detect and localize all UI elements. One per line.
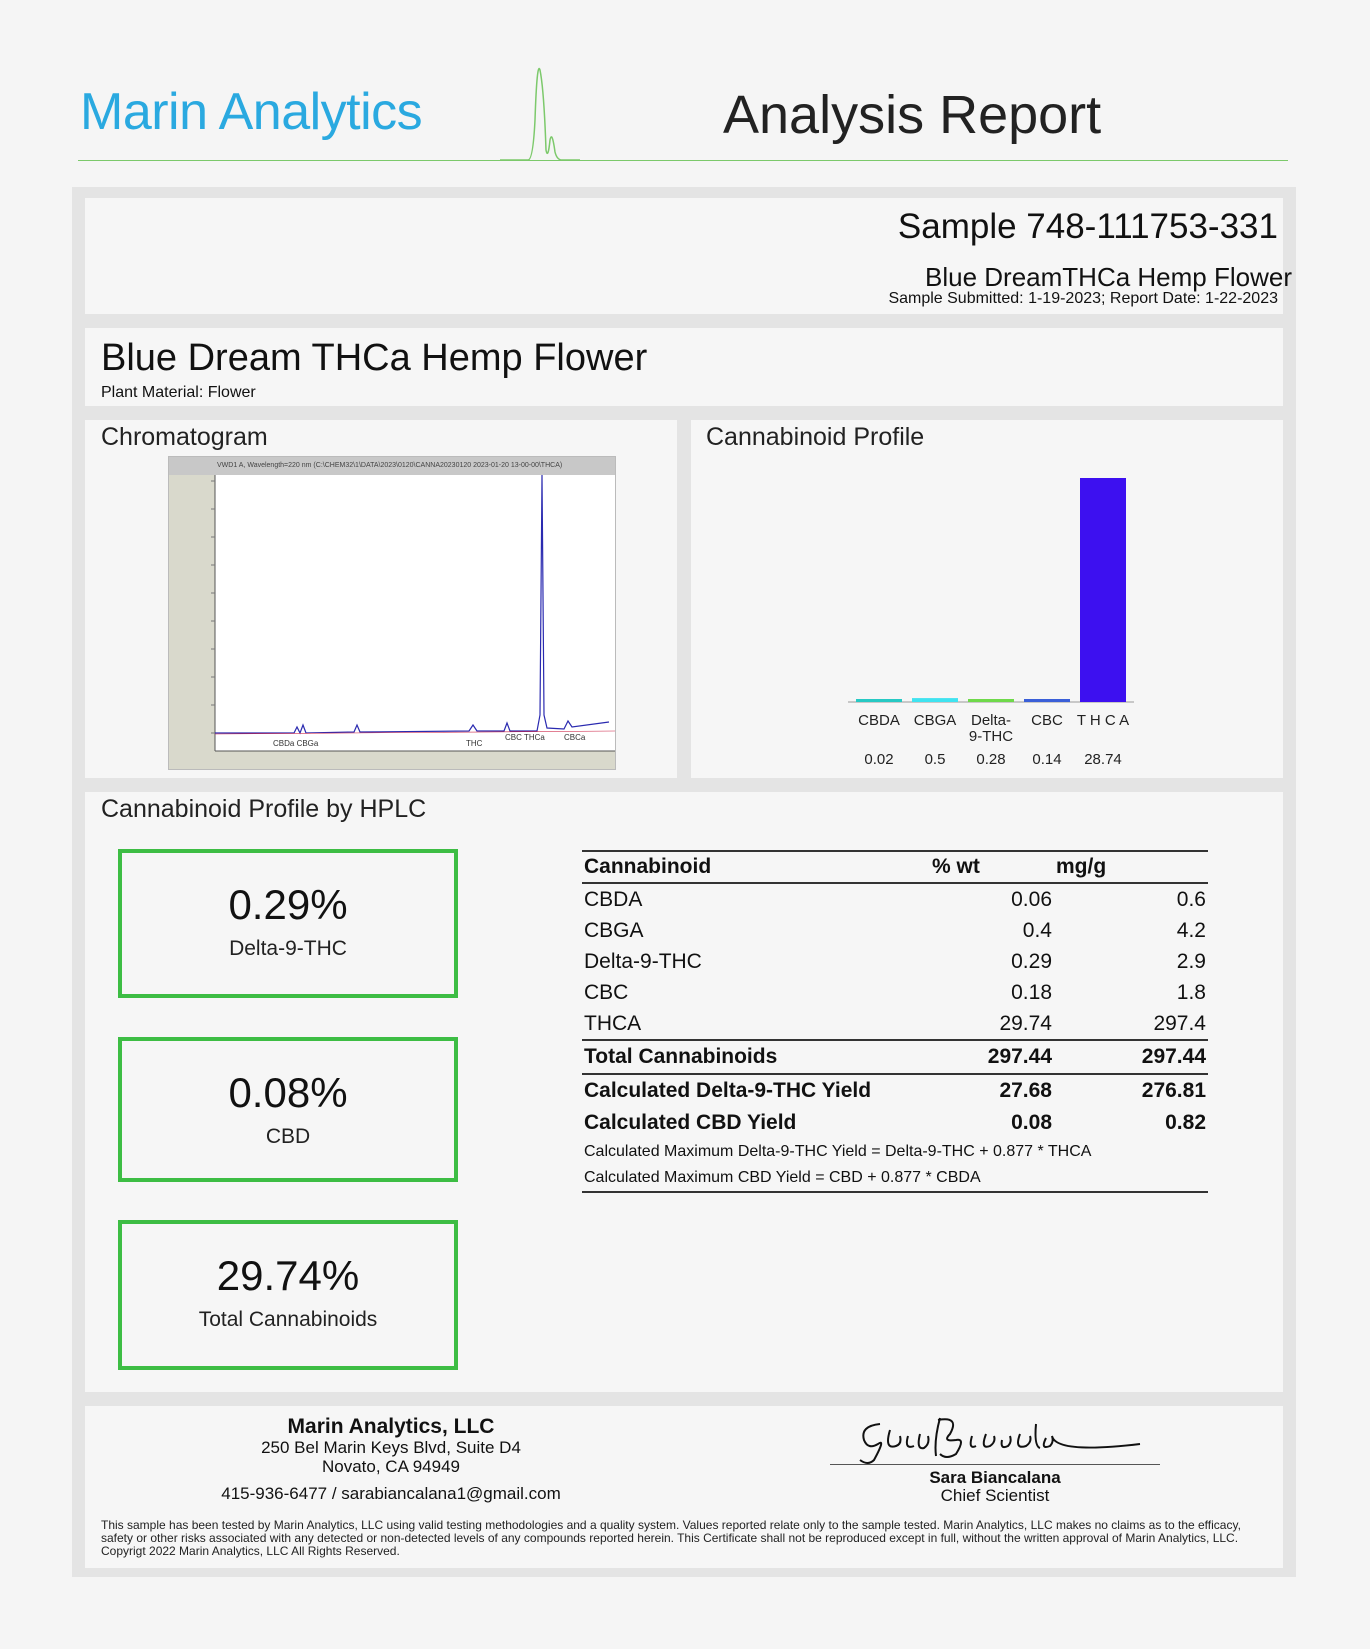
kpi-total-cannabinoids	[118, 1220, 458, 1370]
cannabinoid-profile-chart	[691, 420, 1283, 778]
cell-pct: 0.18	[1011, 980, 1052, 1004]
kpi-value: 0.08%	[228, 1069, 348, 1116]
cell-mg: 0.82	[1165, 1111, 1206, 1134]
table-row	[582, 883, 1208, 915]
cell-pct: 29.74	[999, 1011, 1052, 1035]
bar-thca	[1080, 478, 1126, 702]
footer-address-line2: Novato, CA 94949	[322, 1457, 460, 1476]
kpi-label: CBD	[265, 1125, 311, 1148]
chromatogram-header-strip: VWD1 A, Wavelength=220 nm (C:\CHEM32\1\DATA\2023\0120\CANNA20230120 2023-01-20 13-00-00\THCA)	[169, 457, 615, 475]
footer-address-line1: 250 Bel Marin Keys Blvd, Suite D4	[261, 1438, 521, 1457]
cell-name: THCA	[584, 1011, 642, 1035]
tick-label: 9-THC	[968, 728, 1014, 745]
product-subtitle: Plant Material: Flower	[101, 384, 256, 401]
column-header-pct-wt: % wt	[932, 855, 980, 878]
cell-name: Calculated Delta-9-THC Yield	[584, 1079, 872, 1102]
tick-label: CBC	[1031, 712, 1063, 729]
product-title: Blue Dream THCa Hemp Flower	[101, 337, 648, 379]
sample-product: Blue DreamTHCa Hemp Flower	[925, 262, 1292, 292]
kpi-value: 0.29%	[228, 881, 348, 928]
cell-mg: 297.44	[1141, 1045, 1206, 1068]
signature-line	[830, 1464, 1160, 1465]
data-label: 0.14	[1032, 751, 1062, 768]
cell-pct: 27.68	[999, 1079, 1052, 1102]
disclaimer-text: This sample has been tested by Marin Analytics, LLC using valid testing methodologies and a quality system. Values reported relate only to the sample tested. Marin Analytics, LLC makes no claims as to the efficacy, safety or other risks associated with any detected or non-detected levels of any compounds reported herein. This Certificate shall not be reproduced except in full, without the written approval of Marin Analytics, LLC. Copyrigt 2022 Marin Analytics, LLC All Rights Reserved.	[101, 1518, 1241, 1558]
tick-label: CBDA	[858, 712, 900, 729]
data-label: 0.02	[864, 751, 894, 768]
cell-mg: 0.6	[1176, 887, 1206, 911]
cell-pct: 0.06	[1011, 887, 1052, 911]
chrom-peak-label-cbda-cbga: CBDa CBGa	[273, 739, 319, 748]
signer-name: Sara Biancalana	[929, 1468, 1061, 1487]
note-row	[582, 1165, 1208, 1192]
cell-name: CBC	[584, 980, 629, 1004]
table-row	[582, 977, 1208, 1008]
cell-name: Delta-9-THC	[584, 949, 702, 973]
table-header-row	[582, 851, 1208, 883]
chromatogram-title: Chromatogram	[101, 423, 268, 451]
chrom-peak-label-thc: THC	[466, 739, 483, 748]
signer-title: Chief Scientist	[940, 1486, 1050, 1505]
sample-id: Sample 748-111753-331	[897, 207, 1278, 246]
yield-row	[582, 1074, 1208, 1107]
chromatogram-image	[168, 456, 616, 770]
table-row	[582, 915, 1208, 946]
hplc-results-table	[582, 850, 1208, 1193]
cell-mg: 276.81	[1141, 1079, 1206, 1102]
cell-name: CBDA	[584, 887, 643, 911]
total-row	[582, 1040, 1208, 1074]
yield-row	[582, 1107, 1208, 1139]
hplc-title: Cannabinoid Profile by HPLC	[101, 795, 427, 823]
bar-cbda	[856, 699, 902, 702]
cell-mg: 4.2	[1176, 918, 1206, 942]
formula-note: Calculated Maximum Delta-9-THC Yield = Delta-9-THC + 0.877 * THCA	[584, 1143, 1092, 1160]
table-row	[582, 1008, 1208, 1040]
cell-name: Calculated CBD Yield	[584, 1111, 797, 1134]
note-row	[582, 1139, 1208, 1165]
kpi-value: 29.74%	[216, 1252, 360, 1299]
kpi-label: Delta-9-THC	[229, 937, 347, 960]
column-header-cannabinoid: Cannabinoid	[584, 855, 712, 878]
tick-label: CBGA	[913, 712, 957, 729]
kpi-cbd	[118, 1037, 458, 1182]
brand-logo-text: Marin Analytics	[80, 83, 423, 141]
cell-pct: 297.44	[987, 1045, 1052, 1068]
chromatogram-plot	[169, 475, 615, 769]
bar-cbc	[1024, 699, 1070, 702]
bar-cbga	[912, 698, 958, 702]
signature-image	[850, 1410, 1150, 1466]
tick-label: Delta-	[970, 712, 1012, 729]
tick-label: T H C A	[1076, 712, 1130, 729]
cell-mg: 1.8	[1176, 980, 1206, 1004]
formula-note: Calculated Maximum CBD Yield = CBD + 0.877 * CBDA	[584, 1169, 981, 1186]
column-header-mg-g: mg/g	[1056, 855, 1107, 878]
table-row	[582, 946, 1208, 977]
report-title: Analysis Report	[723, 85, 1102, 145]
cell-pct: 0.29	[1011, 949, 1052, 973]
peak-logo-icon	[500, 60, 580, 162]
cell-mg: 297.4	[1153, 1011, 1206, 1035]
chrom-peak-label-cbc-thca: CBC THCa	[505, 733, 545, 742]
kpi-label: Total Cannabinoids	[198, 1308, 378, 1331]
sample-dates: Sample Submitted: 1-19-2023; Report Date: 1-22-2023	[888, 290, 1278, 307]
profile-title: Cannabinoid Profile	[706, 423, 925, 451]
data-label: 0.28	[976, 751, 1006, 768]
data-label: 28.74	[1084, 751, 1122, 768]
data-label: 0.5	[924, 751, 946, 768]
cell-pct: 0.4	[1022, 918, 1052, 942]
footer-contact: 415-936-6477 / sarabiancalana1@gmail.com	[221, 1484, 561, 1503]
chrom-peak-label-cbca: CBCa	[564, 733, 586, 742]
cell-mg: 2.9	[1176, 949, 1206, 973]
header-divider	[78, 160, 1288, 161]
footer-company: Marin Analytics, LLC	[287, 1415, 495, 1438]
cell-name: CBGA	[584, 918, 644, 942]
bar-delta-9-thc	[968, 699, 1014, 702]
cell-name: Total Cannabinoids	[584, 1045, 778, 1068]
cell-pct: 0.08	[1011, 1111, 1052, 1134]
kpi-delta9-thc	[118, 849, 458, 998]
